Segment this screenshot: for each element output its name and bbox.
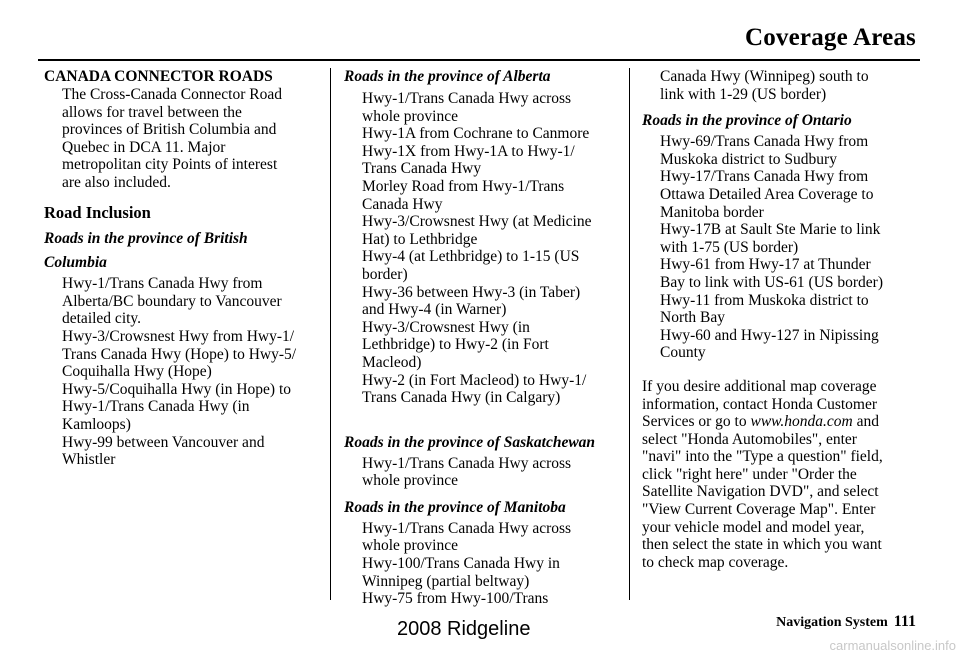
list-item: whole province: [362, 472, 458, 490]
saskatchewan-heading: Roads in the province of Saskatchewan: [344, 433, 596, 451]
manitoba-heading: Roads in the province of Manitoba: [344, 498, 566, 516]
bc-heading: [44, 227, 316, 275]
alberta-road-list: [344, 90, 626, 407]
page-number: 111: [893, 613, 916, 630]
list-item: Hwy-99 between Vancouver and: [62, 433, 265, 451]
list-item: Canada Hwy (Winnipeg) south to: [660, 68, 869, 85]
para-line: your vehicle model and model year,: [642, 518, 865, 536]
intro-line: are also included.: [62, 173, 171, 191]
list-item: Hwy-17/Trans Canada Hwy from: [660, 168, 869, 186]
list-item: Bay to link with US-61 (US border): [660, 273, 884, 291]
list-item: Whistler: [62, 451, 116, 469]
intro-line: allows for travel between the: [62, 103, 242, 121]
honda-website-link[interactable]: www.honda.com: [750, 413, 853, 431]
list-item: Kamloops): [62, 415, 131, 433]
column-2: [344, 68, 626, 608]
list-item: Hwy-2 (in Fort Macleod) to Hwy-1/: [362, 371, 587, 389]
list-item: Hwy-3/Crowsnest Hwy (in: [362, 318, 530, 336]
list-item: Hat) to Lethbridge: [362, 230, 478, 248]
list-item: Muskoka district to Sudbury: [660, 150, 837, 168]
list-item: link with 1-29 (US border): [660, 85, 827, 103]
list-item: Hwy-1X from Hwy-1A to Hwy-1/: [362, 142, 575, 160]
para-line: "View Current Coverage Map". Enter: [642, 501, 876, 519]
bc-heading-line: Columbia: [44, 254, 107, 272]
list-item: Ottawa Detailed Area Coverage to: [660, 185, 874, 203]
bc-road-list: [44, 275, 316, 469]
column-divider-1: [330, 68, 331, 600]
list-item: Morley Road from Hwy-1/Trans: [362, 177, 565, 195]
list-item: Coquihalla Hwy (Hope): [62, 363, 212, 381]
intro-line: provinces of British Columbia and: [62, 121, 277, 139]
model-watermark: 2008 Ridgeline: [397, 618, 531, 640]
list-item: Manitoba border: [660, 203, 764, 221]
road-inclusion-heading: Road Inclusion: [44, 202, 151, 222]
list-item: Trans Canada Hwy: [362, 160, 482, 178]
list-item: Hwy-60 and Hwy-127 in Nipissing: [660, 326, 879, 344]
column-divider-2: [629, 68, 630, 600]
contact-paragraph: [642, 378, 922, 572]
manitoba-road-list: [344, 520, 626, 608]
list-item: Macleod): [362, 353, 422, 371]
list-item: County: [660, 344, 706, 362]
list-item: Hwy-36 between Hwy-3 (in Taber): [362, 283, 581, 301]
bc-heading-line: Roads in the province of British: [44, 230, 248, 248]
para-line: Satellite Navigation DVD", and select: [642, 483, 879, 501]
list-item: Hwy-17B at Sault Ste Marie to link: [660, 221, 881, 239]
list-item: Canada Hwy: [362, 195, 443, 213]
header-rule: [38, 59, 920, 61]
list-item: Hwy-1/Trans Canada Hwy (in: [62, 398, 250, 416]
para-text: and: [852, 413, 879, 431]
list-item: Hwy-5/Coquihalla Hwy (in Hope) to: [62, 380, 292, 398]
intro-line: metropolitan city Points of interest: [62, 156, 278, 174]
intro-line: Quebec in DCA 11. Major: [62, 138, 226, 156]
para-line: then select the state in which you want: [642, 536, 882, 554]
column-3: [642, 68, 922, 571]
list-item: Hwy-1/Trans Canada Hwy across: [362, 454, 572, 472]
para-line: "navi" into the "Type a question" field,: [642, 448, 883, 466]
list-item: Hwy-4 (at Lethbridge) to 1-15 (US: [362, 248, 580, 266]
intro-paragraph: [44, 86, 316, 192]
para-line: information, contact Honda Customer: [642, 395, 878, 413]
list-item: Alberta/BC boundary to Vancouver: [62, 292, 282, 310]
list-item: Hwy-69/Trans Canada Hwy from: [660, 133, 869, 151]
alberta-heading: Roads in the province of Alberta: [344, 68, 551, 85]
list-item: whole province: [362, 107, 458, 125]
para-line: [642, 413, 922, 431]
list-item: border): [362, 265, 408, 283]
para-line: If you desire additional map coverage: [642, 377, 877, 395]
list-item: Hwy-1/Trans Canada Hwy across: [362, 519, 572, 537]
intro-line: The Cross-Canada Connector Road: [62, 86, 282, 103]
list-item: Hwy-100/Trans Canada Hwy in: [362, 555, 560, 573]
list-item: Trans Canada Hwy (in Calgary): [362, 389, 561, 407]
list-item: and Hwy-4 (in Warner): [362, 301, 507, 319]
list-item: Winnipeg (partial beltway): [362, 572, 530, 590]
list-item: whole province: [362, 537, 458, 555]
section-title: CANADA CONNECTOR ROADS: [44, 68, 273, 85]
list-item: Hwy-11 from Muskoka district to: [660, 291, 869, 309]
ontario-road-list: [642, 133, 922, 362]
list-item: with 1-75 (US border): [660, 238, 799, 256]
list-item: Hwy-1A from Cochrane to Canmore: [362, 125, 590, 143]
list-item: detailed city.: [62, 310, 142, 328]
list-item: Hwy-1/Trans Canada Hwy from: [62, 275, 263, 293]
page-title: Coverage Areas: [744, 24, 916, 51]
manitoba-road-list-continued: [642, 68, 922, 103]
page-footer: [776, 613, 916, 631]
saskatchewan-road-list: [344, 455, 626, 490]
para-line: to check map coverage.: [642, 553, 789, 571]
source-credit: carmanualsonline.info: [829, 638, 956, 653]
para-text: Services or go to: [642, 413, 751, 431]
footer-label: Navigation System: [776, 615, 888, 630]
list-item: North Bay: [660, 309, 726, 327]
ontario-heading: Roads in the province of Ontario: [642, 112, 852, 130]
list-item: Hwy-1/Trans Canada Hwy across: [362, 90, 572, 107]
list-item: Hwy-61 from Hwy-17 at Thunder: [660, 256, 871, 274]
list-item: Lethbridge) to Hwy-2 (in Fort: [362, 336, 549, 354]
list-item: Hwy-3/Crowsnest Hwy from Hwy-1/: [62, 327, 295, 345]
list-item: Hwy-3/Crowsnest Hwy (at Medicine: [362, 213, 592, 231]
column-1: [44, 68, 316, 469]
list-item: Hwy-75 from Hwy-100/Trans: [362, 590, 549, 608]
para-line: click "right here" under "Order the: [642, 465, 857, 483]
para-line: select "Honda Automobiles", enter: [642, 430, 857, 448]
list-item: Trans Canada Hwy (Hope) to Hwy-5/: [62, 345, 297, 363]
